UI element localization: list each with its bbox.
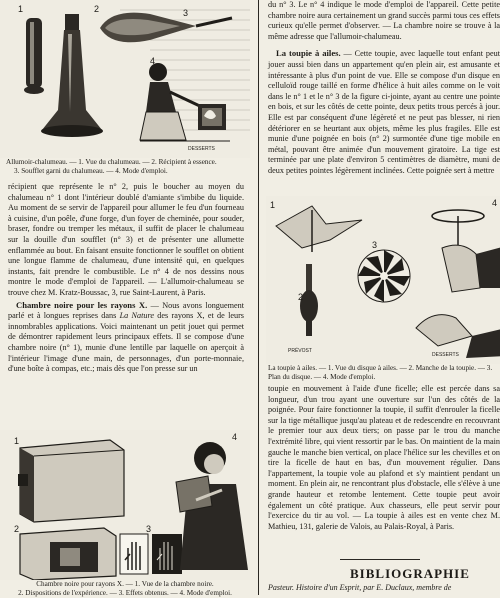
toupie-engraving (266, 196, 500, 364)
paragraph (268, 48, 500, 176)
fig1-number-3: 3 (183, 8, 189, 18)
figure-toupie-caption (268, 364, 500, 382)
fig2-number-1: 1 (14, 436, 20, 446)
fig3-number-1: 1 (270, 200, 276, 210)
fig3-number-3: 3 (372, 240, 378, 250)
paragraph: du n° 3. Le n° 4 indique le mode d'emploi de l'appareil. Cette petite chambre noire aura certainement un grand succès parmi tous ces effets curieux qu'elle permet d'observer. — La chambre noire se trouve à la même adresse que l'allumoir-chalumeau. (268, 0, 500, 41)
toupie-body-continued (268, 384, 500, 532)
paragraph (8, 300, 244, 375)
paragraph-text: — Cette toupie, avec laquelle tout enfant peut jouer aussi bien dans un appartement qu'en plein air, est amusante et intéressante à plus d'un point de vue. Elle se compose d'un disque en celluloïd rouge taillé en forme d'hélice à huit ailes comme on le voit dans le n° 1 et le n° 3 de la figure ci-jointe, ayant au centre une pointe en bois, et sur les côtés de cette pointe, deux petits trous percés à jour. Elle est par conséquent d'une légèreté et ne peut pas blesser, ni rien détériorer en se heurtant aux objets, même les plus fragiles. Elle est munie d'une poignée en bois (n° 2) surmontée d'une tige mobile en métal, pouvant être animée d'un mouvement giratoire. La tige est terminée par une plate d'environ 5 centimètres de diamètre, muni de deux petites pointes légèrement inclinées. Cette poignée sert à mettre (268, 49, 500, 175)
left-column (0, 0, 250, 597)
right-column (266, 0, 500, 531)
toupie-body (268, 48, 500, 176)
fig3-signature-right: DESSERTS (432, 352, 459, 358)
fig2-number-4: 4 (232, 432, 238, 442)
caption-line: 3. Soufflet garni du chalumeau. — 4. Mode d'emploi. (14, 167, 168, 175)
column-rule (258, 0, 259, 595)
allumoir-engraving (0, 0, 250, 158)
section-heading: La toupie à ailes. (276, 48, 341, 59)
paragraph-text: — Nous avons longuement parlé et à longues reprises dans (8, 300, 244, 321)
figure-toupie (266, 196, 500, 369)
caption-line: 2. Dispositions de l'expérience. — 3. Effets obtenus. — 4. Mode d'emploi. (18, 589, 232, 597)
paragraph-text: des rayons X, et de leurs innombrables applications. Voici maintenant un petit jouet qui permet de démontrer rapidement leurs principaux effets. Il se compose d'une chambre noire (n° 1), munie d'une lentille par laquelle on aperçoit à l'intérieur l'image d'une main, de personnages, d'un porte-monnaie, d'une boîte à compas, etc.; mais dès que l'on presse sur un (8, 311, 244, 374)
fig2-number-2: 2 (14, 524, 20, 534)
figure-allumoir (0, 0, 250, 158)
fig1-number-4: 4 (150, 56, 156, 66)
fig3-signature-left: PRÉVOST (288, 348, 312, 354)
caption-line: La toupie à ailes. — 1. Vue du disque à ailes. — 2. Manche de la toupie. — 3. Plan du disque. — 4. Mode d'emploi. (268, 364, 493, 381)
fig3-number-4: 4 (492, 198, 498, 208)
paragraph: toupie en mouvement à l'aide d'une ficelle; elle est percée dans sa longueur, d'un trou ayant une ouverture sur l'un des côtés de la poignée. Pour faire fonctionner la toupie, il suffit d'enrouler la ficelle sur la tige métallique jusqu'au plateau et de redescendre en recouvrant le premier tour aux deux tiers; on passe par le trou du manche l'extrémité libre, qui vient ressortir par le bas. On maintient de la main gauche le manche bien vertical, on place l'hélice sur les chevilles et on tire la ficelle de haut en bas, d'un mouvement régulier. Dans l'appartement, la toupie vole au plafond et s'y maintient pendant un moment. En plein air, ne rencontrant plus d'obstacle, elle s'élève à une grande hauteur et retombe lentement. Cette toupie peut avoir également un côté pratique. Aux chasseurs, elle peut servir pour l'exercice du tir au vol. — La toupie à ailes est en vente chez M. Mathieu, 131, galerie de Valois, au Palais-Royal, à Paris. (268, 384, 500, 531)
bibliography-entry: Pasteur. Histoire d'un Esprit, par E. Duclaux, membre de (268, 583, 452, 592)
journal-title: La Nature (119, 311, 154, 321)
caption-line: Allumoir-chalumeau. — 1. Vue du chalumeau. — 2. Récipient à essence. (6, 158, 217, 166)
right-top-text (268, 0, 500, 42)
fig2-number-3: 3 (146, 524, 152, 534)
chambre-noire-engraving (0, 430, 250, 580)
caption-line: Chambre noire pour rayons X. — 1. Vue de la chambre noire. (36, 580, 214, 588)
fig3-number-2: 2 (298, 292, 304, 302)
paragraph: récipient que représente le n° 2, puis le boucher au moyen du chalumeau n° 1 dont l'intérieur doublé d'amiante s'imbibe du liquide. Au moment de se servir de l'appareil pour allumer le feu d'un fourneau à cuisine, d'un poêle, d'une forge, d'un foyer de cheminée, pour souder, braser, fondre ou tremper les métaux, il suffit de placer le chalumeau sur la douille d'un soufflet (n° 3) et de présenter une allumette enflammée au bout. En faisant ensuite fonctionner le soufflet on obtient une longue flamme de chalumeau, d'une intensité qui, en quelques instants, fait prendre le combustible. Le n° 4 de nos dessins nous montre le mode d'emploi de l'appareil. — L'allumoir-chalumeau se trouve chez M. Kratz-Boussac, 3, rue Saint-Laurent, à Paris. (8, 182, 244, 297)
fig1-signature: DESSERTS (188, 146, 215, 152)
fig1-number-2: 2 (94, 4, 100, 14)
figure-chambre-noire (0, 430, 250, 585)
figure-allumoir-caption (6, 158, 244, 176)
section-heading: Chambre noire pour les rayons X. (16, 299, 148, 310)
allumoir-body (8, 182, 244, 375)
figure-chambre-noire-caption (0, 580, 250, 598)
bibliography-rule (340, 559, 420, 560)
fig1-number-1: 1 (18, 4, 24, 14)
bibliography-title: BIBLIOGRAPHIE (350, 566, 470, 581)
